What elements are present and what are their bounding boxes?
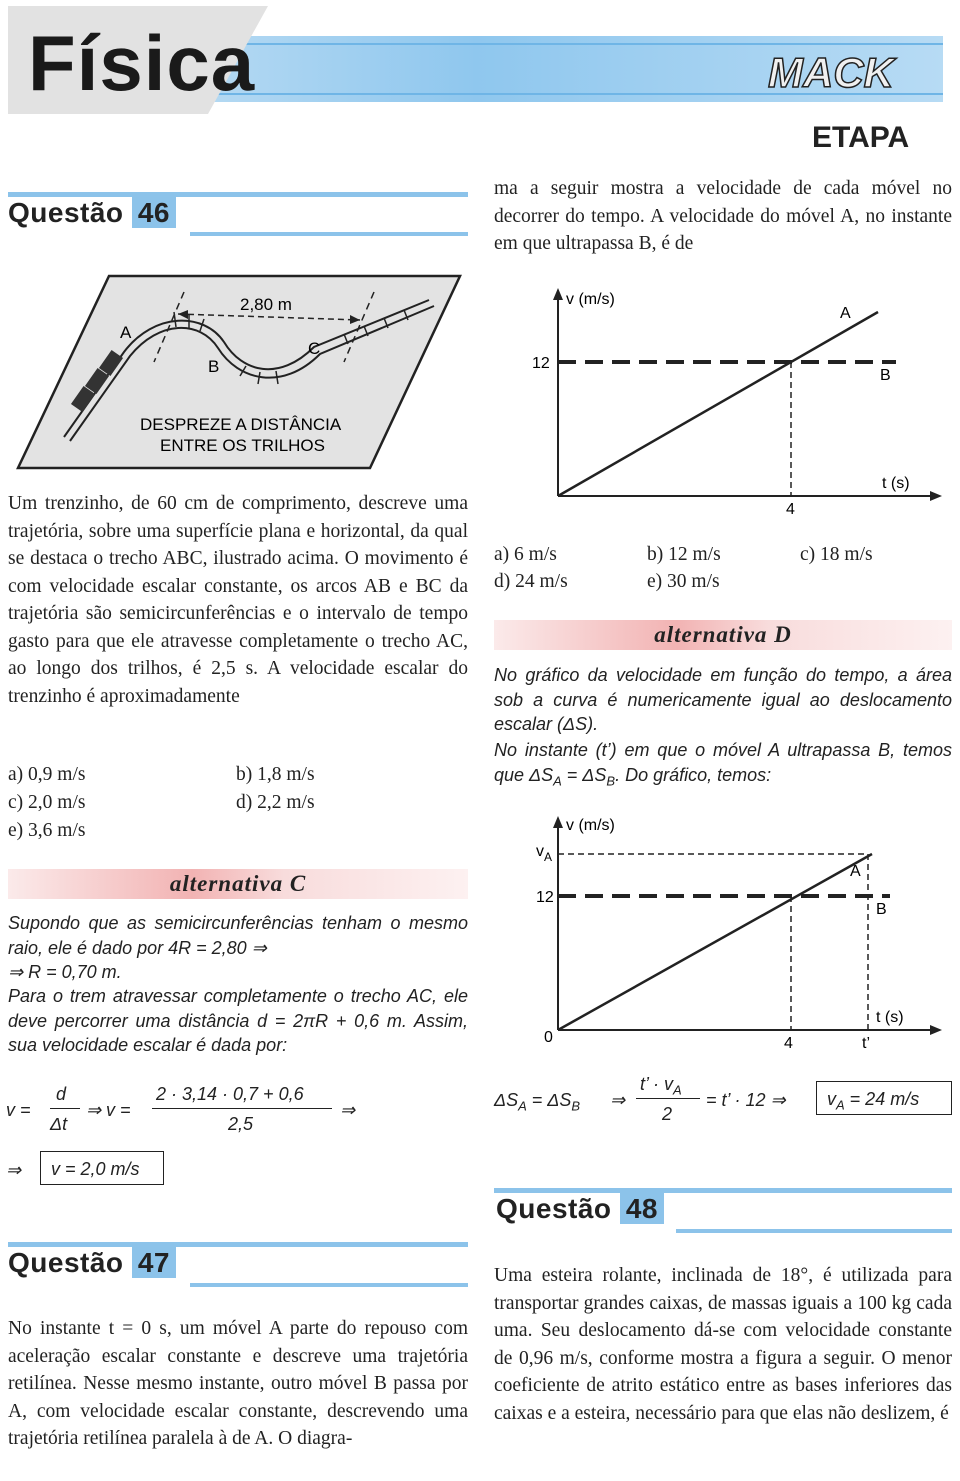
- line-a: [558, 312, 878, 496]
- x-axis-label-2: t (s): [876, 1009, 904, 1026]
- y-axis-label: v (m/s): [566, 291, 615, 308]
- eq-frac-bar: [636, 1098, 700, 1099]
- subject-title: Física: [28, 19, 256, 107]
- solution-2-mid: = ΔS: [561, 764, 607, 785]
- eq-frac-num: t’ · $v_A$: [640, 1074, 682, 1098]
- q48-label: Questão: [496, 1193, 612, 1224]
- q46-answer: alternativa C: [8, 869, 468, 899]
- y-axis-2-arrow: [553, 816, 563, 828]
- q47-title: [8, 1247, 176, 1279]
- formula-d: d: [56, 1084, 67, 1104]
- line-a-label: A: [840, 305, 851, 322]
- distance-label: 2,80 m: [240, 295, 292, 314]
- line-b-label: B: [880, 367, 891, 384]
- q47-bottom-bar: [190, 1283, 468, 1287]
- q48-number: 48: [620, 1193, 664, 1224]
- q46-option-b: b) 1,8 m/s: [236, 764, 315, 785]
- q47-label: Questão: [8, 1247, 124, 1278]
- q46-statement: Um trenzinho, de 60 cm de comprimento, descreve uma trajetória, sobre uma superfície plana e horizontal, da qual se destaca o trecho ABC, ilustrado acima. O movimento é com velocidade escalar constante, os arcos AB e BC da trajetória são semicircunferências e o intervalo de tempo gasto para que ele atravesse completamente o trecho AC, ao longo dos trilhos, é 2,5 s. A velocidade escalar do trenzinho é aproximadamente: [8, 493, 468, 707]
- q47-statement-left: No instante t = 0 s, um móvel A parte do repouso com aceleração escalar constante e descreve uma trajetória retilínea. Nesse mesmo instante, outro móvel B passa por A, com velocidade escalar constante, descrevendo uma trajetória retilínea paralela à de A. O diagra-: [8, 1318, 468, 1449]
- solution-2-end: . Do gráfico, temos:: [615, 764, 772, 785]
- formula-implies: ⇒: [86, 1100, 102, 1120]
- eq-result-box: $v_A = 24$ m/s: [816, 1081, 952, 1115]
- eq-rhs: = t’ · 12 ⇒: [706, 1090, 786, 1110]
- solution-2-text: No instante (t’) em que o móvel A ultrapassa B, temos que ΔS: [494, 740, 952, 785]
- formula-v: v =: [6, 1100, 31, 1120]
- q46-option-d: d) 2,2 m/s: [236, 792, 315, 813]
- origin-label: 0: [544, 1029, 553, 1046]
- q47-option-b: b) 12 m/s: [647, 544, 721, 565]
- x-axis-2-arrow: [930, 1025, 942, 1035]
- q48-bottom-bar: [676, 1229, 952, 1233]
- q47-answer: alternativa D: [494, 620, 952, 650]
- q47-option-c: c) 18 m/s: [800, 544, 873, 565]
- t-prime-label: t’: [862, 1035, 870, 1052]
- line-a-label-2: A: [850, 863, 861, 880]
- exam-logo: MACK: [768, 49, 894, 96]
- q46-label: Questão: [8, 197, 124, 228]
- formula-dt: Δt: [50, 1114, 68, 1134]
- formula-v2: v =: [106, 1100, 131, 1120]
- q48-statement: Uma esteira rolante, inclinada de 18°, é utilizada para transportar grandes caixas, de massas iguais a 100 kg cada uma. Seu deslocamento dá-se com velocidade constante de 0,96 m/s, conforme mostra a figura a seguir. O menor coeficiente de atrito estático entre as bases inferiores das caixas e a esteira, necessário para que elas não deslizem, é: [494, 1265, 952, 1424]
- fraction-bar-2: [152, 1108, 332, 1109]
- y-tick-12: 12: [532, 355, 550, 372]
- q46-number: 46: [132, 197, 176, 228]
- formula-numerator: 2 · 3,14 · 0,7 + 0,6: [156, 1084, 304, 1104]
- y-tick-12-2: 12: [536, 889, 554, 906]
- va-label: $v_A$: [536, 843, 553, 864]
- q47-solution-2: [494, 738, 952, 794]
- q46-formula: [6, 1082, 466, 1138]
- x-tick-4: 4: [786, 501, 795, 518]
- solution-2-sub-a: A: [553, 773, 562, 789]
- q46-track-figure: [14, 272, 466, 470]
- publisher-label: ETAPA: [812, 121, 910, 154]
- line-a-2: [558, 854, 872, 1030]
- x-axis-label: t (s): [882, 475, 910, 492]
- q46-option-a: a) 0,9 m/s: [8, 764, 86, 785]
- q47-graph: [494, 282, 954, 522]
- q46-option-c: c) 2,0 m/s: [8, 792, 86, 813]
- point-b-label: B: [208, 357, 220, 376]
- q46-title: [8, 197, 176, 229]
- q47-solution-1: No gráfico da velocidade em função do tempo, a área sob a curva é numericamente igual ao deslocamento escalar (ΔS).: [494, 665, 952, 734]
- formula-denominator: 2,5: [228, 1114, 254, 1134]
- point-a-label: A: [120, 323, 132, 342]
- eq-frac-den: 2: [662, 1104, 673, 1124]
- figure-note-line2: ENTRE OS TRILHOS: [160, 436, 325, 455]
- eq-implies: ⇒: [610, 1090, 626, 1110]
- q46-solution-2: ⇒ R = 0,70 m.: [8, 962, 122, 982]
- q46-result-arrow: ⇒: [6, 1160, 22, 1180]
- q47-solution-graph: [494, 810, 954, 1058]
- q47-option-a: a) 6 m/s: [494, 544, 557, 565]
- y-axis-arrow: [553, 288, 563, 300]
- q48-title: [496, 1193, 664, 1225]
- eq-lhs: $\Delta S_A = \Delta S_B$: [494, 1090, 581, 1114]
- q46-option-e: e) 3,6 m/s: [8, 820, 86, 841]
- x-tick-4-2: 4: [784, 1035, 793, 1052]
- fraction-bar-1: [50, 1108, 80, 1109]
- q47-option-e: e) 30 m/s: [647, 571, 720, 592]
- figure-note-line1: DESPREZE A DISTÂNCIA: [140, 415, 342, 434]
- point-c-label: C: [308, 339, 321, 358]
- line-b-label-2: B: [876, 901, 887, 918]
- formula-implies-2: ⇒: [340, 1100, 356, 1120]
- q47-statement-right: ma a seguir mostra a velocidade de cada móvel no decorrer do tempo. A velocidade do móvel A, no instante em que ultrapassa B, é de: [494, 178, 952, 254]
- x-axis-arrow: [930, 491, 942, 501]
- y-axis-label-2: v (m/s): [566, 817, 615, 834]
- q47-number: 47: [132, 1247, 176, 1278]
- q47-option-d: d) 24 m/s: [494, 571, 568, 592]
- q47-equation: [494, 1072, 954, 1128]
- solution-2-sub-b: B: [606, 773, 616, 789]
- q46-solution-3: Para o trem atravessar completamente o trecho AC, ele deve percorrer uma distância d = 2πR + 0,6 m. Assim, sua velocidade escalar é dada por:: [8, 986, 468, 1055]
- q46-solution-1: Supondo que as semicircunferências tenham o mesmo raio, ele é dado por 4R = 2,80 ⇒: [8, 913, 468, 958]
- q46-bottom-bar: [190, 232, 468, 236]
- q46-result-box: v = 2,0 m/s: [40, 1151, 164, 1185]
